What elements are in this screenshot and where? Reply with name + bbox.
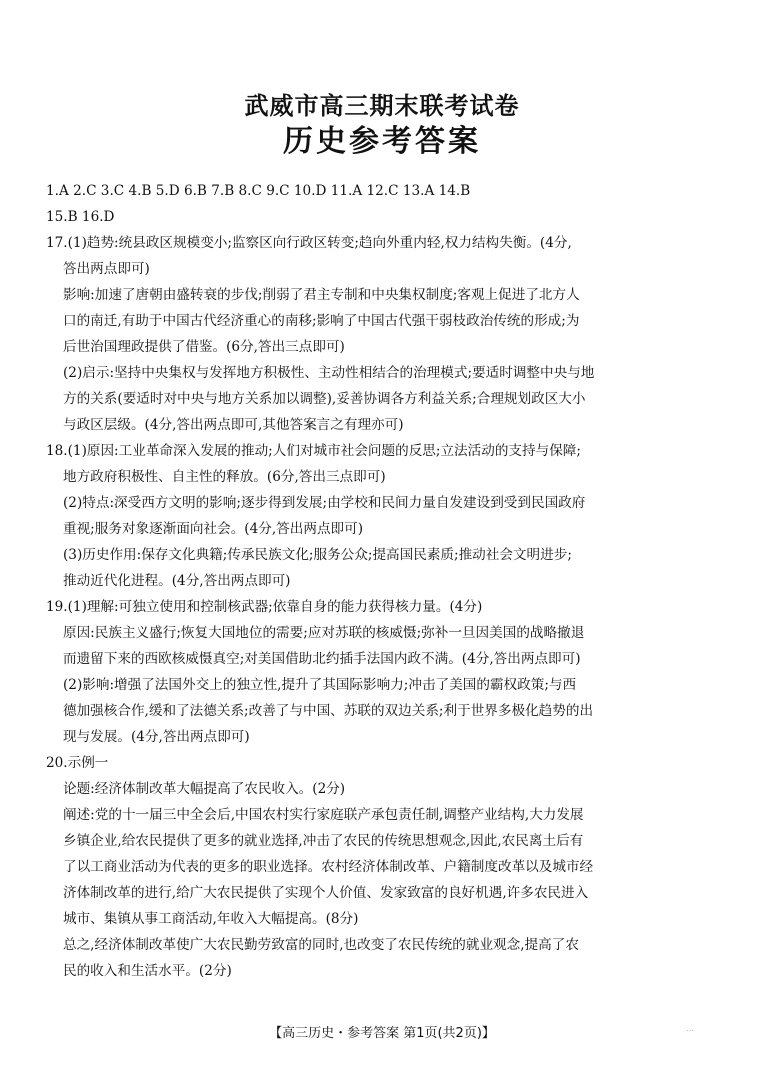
q19-line: 19.(1)理解:可独立使用和控制核武器;依靠自身的能力获得核力量。(4分) (46, 599, 483, 615)
q18-line: (2)特点:深受西方文明的影响;逐步得到发展;由学校和民间力量自发建设到受到民国政府 (63, 495, 586, 511)
q17-line: 与政区层级。(4分,答出两点即可,其他答案言之有理亦可) (63, 417, 404, 433)
q17-line: (2)启示:坚持中央集权与发挥地方积极性、主动性相结合的治理模式;要适时调整中央与地 (63, 365, 595, 381)
q19-line: 德加强核合作,缓和了法德关系;改善了与中国、苏联的双边关系;利于世界多极化趋势的出 (63, 703, 594, 719)
q20-line: 阐述:党的十一届三中全会后,中国农村实行家庭联产承包责任制,调整产业结构,大力发展 (63, 807, 584, 823)
q17-line: 后世治国理政提供了借鉴。(6分,答出三点即可) (63, 339, 345, 355)
page-footer: 【高三历史・参考答案 第1页(共2页)】 (269, 1026, 495, 1041)
q17-line: 方的关系(要适时对中央与地方关系加以调整),妥善协调各方利益关系;合理规划政区大小 (63, 391, 586, 407)
q20-line: 乡镇企业,给农民提供了更多的就业选择,冲击了农民的传统思想观念,因此,农民离土后有 (63, 833, 584, 849)
q18-line: 推动近代化进程。(4分,答出两点即可) (63, 573, 291, 589)
q20-line: 民的收入和生活水平。(2分) (63, 963, 232, 979)
q19-line: 而遗留下来的西欧核威慑真空;对美国借助北约插手法国内政不满。(4分,答出两点即可) (63, 651, 581, 667)
q17-line: 答出两点即可) (63, 261, 150, 277)
q17-line: 影响:加速了唐朝由盛转衰的步伐;削弱了君主专制和中央集权制度;客观上促进了北方人 (63, 287, 580, 303)
answer-subtitle: 历史参考答案 (283, 124, 481, 159)
mc-answers-line-2: 15.B 16.D (46, 209, 115, 225)
q20-line: 济体制改革的进行,给广大农民提供了实现个人价值、发家致富的良好机遇,许多农民进入 (63, 885, 589, 901)
q17-line: 17.(1)趋势:统县政区规模变小;监察区向行政区转变;趋向外重内轻,权力结构失衡。(4分, (46, 235, 572, 251)
q20-line: 总之,经济体制改革使广大农民勤劳致富的同时,也改变了农民传统的就业观念,提高了农 (63, 937, 579, 953)
exam-title: 武威市高三期末联考试卷 (244, 92, 520, 120)
q20-line: 论题:经济体制改革大幅提高了农民收入。(2分) (63, 781, 346, 797)
mc-answers-line-1: 1.A 2.C 3.C 4.B 5.D 6.B 7.B 8.C 9.C 10.D 11.A 12.C 13.A 14.B (46, 183, 471, 199)
q20-line: 城市、集镇从事工商活动,年收入大幅提高。(8分) (63, 911, 359, 927)
q19-line: (2)影响:增强了法国外交上的独立性,提升了其国际影响力;冲击了美国的霸权政策;与西 (63, 677, 577, 693)
answer-body (46, 178, 726, 984)
corner-mark: ... (686, 1024, 694, 1033)
q20-line: 20.示例一 (46, 755, 109, 771)
q20-line: 了以工商业活动为代表的更多的职业选择。农村经济体制改革、户籍制度改革以及城市经 (63, 859, 594, 875)
q17-line: 口的南迁,有助于中国古代经济重心的南移;影响了中国古代强干弱枝政治传统的形成;为 (63, 313, 580, 329)
q18-line: (3)历史作用:保存文化典籍;传承民族文化;服务公众;提高国民素质;推动社会文明进步; (63, 547, 572, 563)
q18-line: 重视;服务对象逐渐面向社会。(4分,答出两点即可) (63, 521, 364, 537)
q18-line: 18.(1)原因:工业革命深入发展的推动;人们对城市社会问题的反思;立法活动的支持与保障; (46, 443, 581, 459)
q19-line: 现与发展。(4分,答出两点即可) (63, 729, 250, 745)
q19-line: 原因:民族主义盛行;恢复大国地位的需要;应对苏联的核威慑;弥补一旦因美国的战略撤退 (63, 625, 585, 641)
q18-line: 地方政府积极性、自主性的释放。(6分,答出三点即可) (63, 469, 386, 485)
